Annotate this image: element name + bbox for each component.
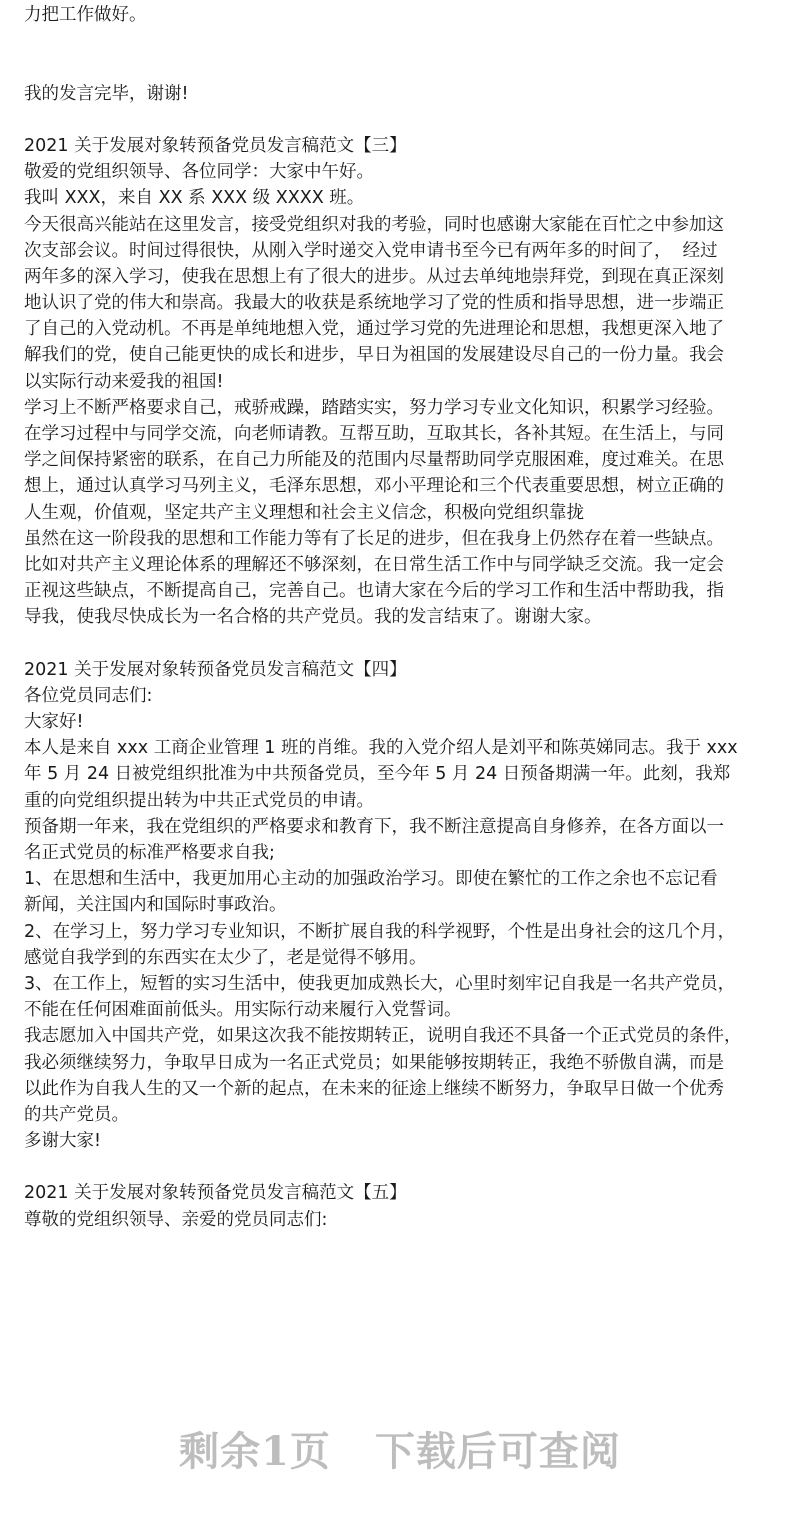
text-line: 新闻，关注国内和国际时事政治。 [24,895,287,916]
text-line: 本人是来自 xxx 工商企业管理 1 班的肖维。我的入党介绍人是刘平和陈英娣同志。我于 xxx [24,738,738,759]
text-line: 学之间保持紧密的联系，在自己力所能及的范围内尽量帮助同学克服困难，度过难关。在思 [24,450,724,471]
text-line: 各位党员同志们: [24,685,153,706]
document-body [24,0,780,1233]
text-line: 我必须继续努力，争取早日成为一名正式党员；如果能够按期转正，我绝不骄傲自满，而是 [24,1052,724,1073]
text-line: 我叫 XXX，来自 XX 系 XXX 级 XXXX 班。 [24,188,365,209]
text-line: 大家好! [24,712,84,733]
text-line: 以此作为自我人生的又一个新的起点，在未来的征途上继续不断努力，争取早日做一个优秀 [24,1078,724,1099]
text-line: 重的向党组织提出转为中共正式党员的申请。 [24,790,374,811]
text-line: 解我们的党，使自己能更快的成长和进步，早日为祖国的发展建设尽自己的一份力量。我会 [24,345,724,366]
text-line: 年 5 月 24 日被党组织批准为中共预备党员，至今年 5 月 24 日预备期满一年。此刻，我郑 [24,764,731,785]
text-line: 地认识了党的伟大和崇高。我最大的收获是系统地学习了党的性质和指导思想，进一步端正 [24,293,724,314]
text-line: 的共产党员。 [24,1104,129,1125]
text-line: 尊敬的党组织领导、亲爱的党员同志们: [24,1209,328,1230]
text-line: 次支部会议。时间过得很快，从刚入学时递交入党申请书至今已有两年多的时间了， 经过 [24,240,718,261]
text-line: 人生观，价值观，坚定共产主义理想和社会主义信念，积极向党组织靠拢 [24,502,584,523]
text-line: 2、在学习上，努力学习专业知识，不断扩展自我的科学视野，个性是出身社会的这几个月， [24,921,736,942]
text-line: 两年多的深入学习，使我在思想上有了很大的进步。从过去单纯地崇拜党，到现在真正深刻 [24,266,724,287]
text-line: 今天很高兴能站在这里发言，接受党组织对我的考验，同时也感谢大家能在百忙之中参加这 [24,214,724,235]
text-line: 虽然在这一阶段我的思想和工作能力等有了长足的进步，但在我身上仍然存在着一些缺点。 [24,528,724,549]
text-line: 正视这些缺点，不断提高自己，完善自己。也请大家在今后的学习工作和生活中帮助我，指 [24,581,724,602]
text-line: 了自己的入党动机。不再是单纯地想入党，通过学习党的先进理论和思想，我想更深入地了 [24,319,724,340]
section-title: 2021 关于发展对象转预备党员发言稿范文【五】 [24,1183,407,1204]
text-line: 力把工作做好。 [24,5,147,25]
text-line: 在学习过程中与同学交流，向老师请教。互帮互助，互取其长，各补其短。在生活上，与同 [24,424,724,445]
download-prompt-banner[interactable] [0,1420,800,1480]
text-line: 学习上不断严格要求自己，戒骄戒躁，踏踏实实，努力学习专业文化知识，积累学习经验。 [24,397,724,418]
download-to-view-label[interactable]: 下载后可查阅 [374,1428,621,1475]
text-line: 不能在任何困难面前低头。用实际行动来履行入党誓词。 [24,1000,462,1021]
text-line: 导我，使我尽快成长为一名合格的共产党员。我的发言结束了。谢谢大家。 [24,607,602,628]
text-line: 感觉自我学到的东西实在太少了，老是觉得不够用。 [24,947,427,968]
text-line: 名正式党员的标准严格要求自我; [24,843,275,864]
text-line: 多谢大家! [24,1131,102,1152]
text-line: 我志愿加入中国共产党，如果这次我不能按期转正，说明自我还不具备一个正式党员的条件， [24,1026,742,1047]
text-line: 敬爱的党组织领导、各位同学：大家中午好。 [24,162,374,183]
section-title: 2021 关于发展对象转预备党员发言稿范文【三】 [24,135,407,156]
section-title: 2021 关于发展对象转预备党员发言稿范文【四】 [24,659,407,680]
text-line: 以实际行动来爱我的祖国! [24,371,224,392]
remaining-pages-label: 剩余1页 [179,1428,331,1475]
text-line: 3、在工作上，短暂的实习生活中，使我更加成熟长大，心里时刻牢记自我是一名共产党员， [24,973,736,994]
text-line: 1、在思想和生活中，我更加用心主动的加强政治学习。即使在繁忙的工作之余也不忘记看 [24,869,718,890]
text-line: 比如对共产主义理论体系的理解还不够深刻，在日常生活工作中与同学缺乏交流。我一定会 [24,554,724,575]
text-line: 预备期一年来，我在党组织的严格要求和教育下，我不断注意提高自身修养，在各方面以一 [24,816,724,837]
closing-line: 我的发言完毕，谢谢! [24,83,189,104]
text-line: 想上，通过认真学习马列主义，毛泽东思想，邓小平理论和三个代表重要思想，树立正确的 [24,476,724,497]
